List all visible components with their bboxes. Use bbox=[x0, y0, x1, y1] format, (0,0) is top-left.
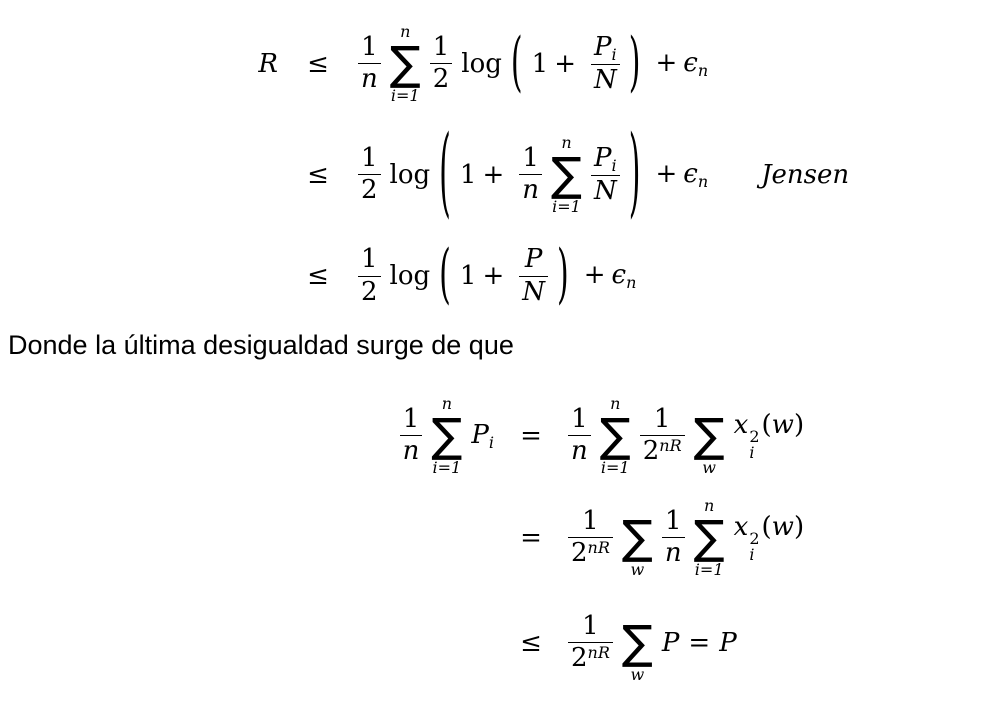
sigma-icon: ∑ bbox=[431, 407, 463, 462]
equation-line-1 bbox=[252, 10, 849, 118]
one-plus-term: 1 + bbox=[459, 159, 505, 190]
sigma-icon: ∑ bbox=[621, 614, 653, 669]
equation-line-2 bbox=[336, 486, 804, 590]
relation-symbol: ≤ bbox=[520, 628, 542, 658]
log-operator: log bbox=[389, 261, 431, 291]
epsilon-term: + $\epsilon_n$ bbox=[583, 260, 637, 292]
equation-block-2 bbox=[336, 386, 804, 696]
equation-line-1 bbox=[336, 386, 804, 486]
sigma-icon: ∑ bbox=[693, 509, 725, 564]
rhs-cell bbox=[358, 116, 850, 231]
fraction-one-over-n: $\frac{1}{n}$ bbox=[358, 32, 381, 95]
P-equals-P-term: P = P bbox=[661, 627, 737, 658]
summation-i: n ∑ i=1 bbox=[431, 393, 463, 478]
jensen-annotation: Jensen bbox=[761, 159, 850, 190]
fraction-one-half: $\frac{1}{2}$ bbox=[430, 32, 453, 95]
big-paren-close: ) bbox=[628, 25, 641, 101]
fraction-one-over-n: $\frac{1}{n}$ bbox=[519, 143, 542, 206]
big-paren-open: ( bbox=[439, 237, 451, 313]
big-paren-close: ) bbox=[628, 116, 641, 231]
equation-line-3 bbox=[252, 232, 849, 320]
paragraph-text: Donde la última desigualdad surge de que bbox=[8, 330, 514, 360]
one-plus-term: 1 + bbox=[459, 261, 505, 291]
summation-i: n ∑ i=1 bbox=[693, 495, 725, 580]
equation-block-1 bbox=[252, 10, 849, 320]
summation-i: n ∑ i=1 bbox=[550, 132, 582, 217]
epsilon-term: + $\epsilon_n$ bbox=[655, 158, 709, 191]
P-i-term: $P_i$ bbox=[471, 419, 494, 452]
sigma-icon: ∑ bbox=[389, 35, 421, 90]
relation-symbol: ≤ bbox=[307, 49, 329, 79]
sigma-icon: ∑ bbox=[693, 407, 725, 462]
big-paren-open: ( bbox=[439, 116, 451, 231]
equation-line-3 bbox=[336, 590, 804, 696]
fraction-one-half: $\frac{1}{2}$ bbox=[358, 244, 381, 307]
big-paren-close: ) bbox=[556, 237, 569, 313]
sigma-icon: ∑ bbox=[550, 146, 582, 201]
fraction-Pi-over-N: $\frac{P_i}{N}$ bbox=[591, 143, 620, 207]
rhs-cell bbox=[568, 394, 804, 479]
relation-symbol: ≤ bbox=[307, 261, 329, 291]
epsilon-term: + $\epsilon_n$ bbox=[655, 47, 709, 80]
big-paren-open: ( bbox=[510, 25, 523, 101]
fraction-one-over-2nR: $\frac{1}{2^{nR}}$ bbox=[640, 404, 685, 467]
fraction-one-over-2nR: $\frac{1}{2^{nR}}$ bbox=[568, 611, 613, 674]
lhs-cell bbox=[336, 394, 494, 479]
sigma-icon: ∑ bbox=[621, 509, 653, 564]
equation-line-2 bbox=[252, 118, 849, 232]
fraction-one-over-2nR: $\frac{1}{2^{nR}}$ bbox=[568, 506, 613, 569]
x-squared-term: x 2 i (w) bbox=[733, 511, 805, 565]
summation-i: n ∑ i=1 bbox=[389, 21, 421, 106]
sigma-icon: ∑ bbox=[599, 407, 631, 462]
rhs-cell bbox=[358, 22, 849, 107]
x-squared-term: x 2 i (w) bbox=[733, 409, 805, 463]
log-operator: log bbox=[389, 159, 431, 190]
relation-symbol: ≤ bbox=[307, 160, 329, 190]
fraction-P-over-N: $\frac{P}{N}$ bbox=[519, 244, 548, 307]
fraction-one-over-n: $\frac{1}{n}$ bbox=[400, 404, 423, 467]
fraction-Pi-over-N: $\frac{P_i}{N}$ bbox=[591, 32, 620, 96]
var-R: R bbox=[258, 49, 278, 79]
fraction-one-half: $\frac{1}{2}$ bbox=[358, 143, 381, 206]
fraction-one-over-n: $\frac{1}{n}$ bbox=[662, 506, 685, 569]
relation-symbol: = bbox=[520, 421, 542, 451]
summation-w: ∑ w bbox=[621, 614, 653, 685]
rhs-cell bbox=[358, 237, 849, 313]
summation-w: ∑ w bbox=[693, 407, 725, 478]
relation-symbol: = bbox=[520, 523, 542, 553]
summation-i: n ∑ i=1 bbox=[599, 393, 631, 478]
rhs-cell bbox=[568, 496, 804, 581]
fraction-one-over-n: $\frac{1}{n}$ bbox=[568, 404, 591, 467]
summation-w: ∑ w bbox=[621, 509, 653, 580]
one-plus-term: 1 + bbox=[531, 48, 576, 79]
log-operator: log bbox=[461, 48, 502, 79]
lhs-cell bbox=[252, 49, 278, 79]
rhs-cell bbox=[568, 601, 804, 686]
